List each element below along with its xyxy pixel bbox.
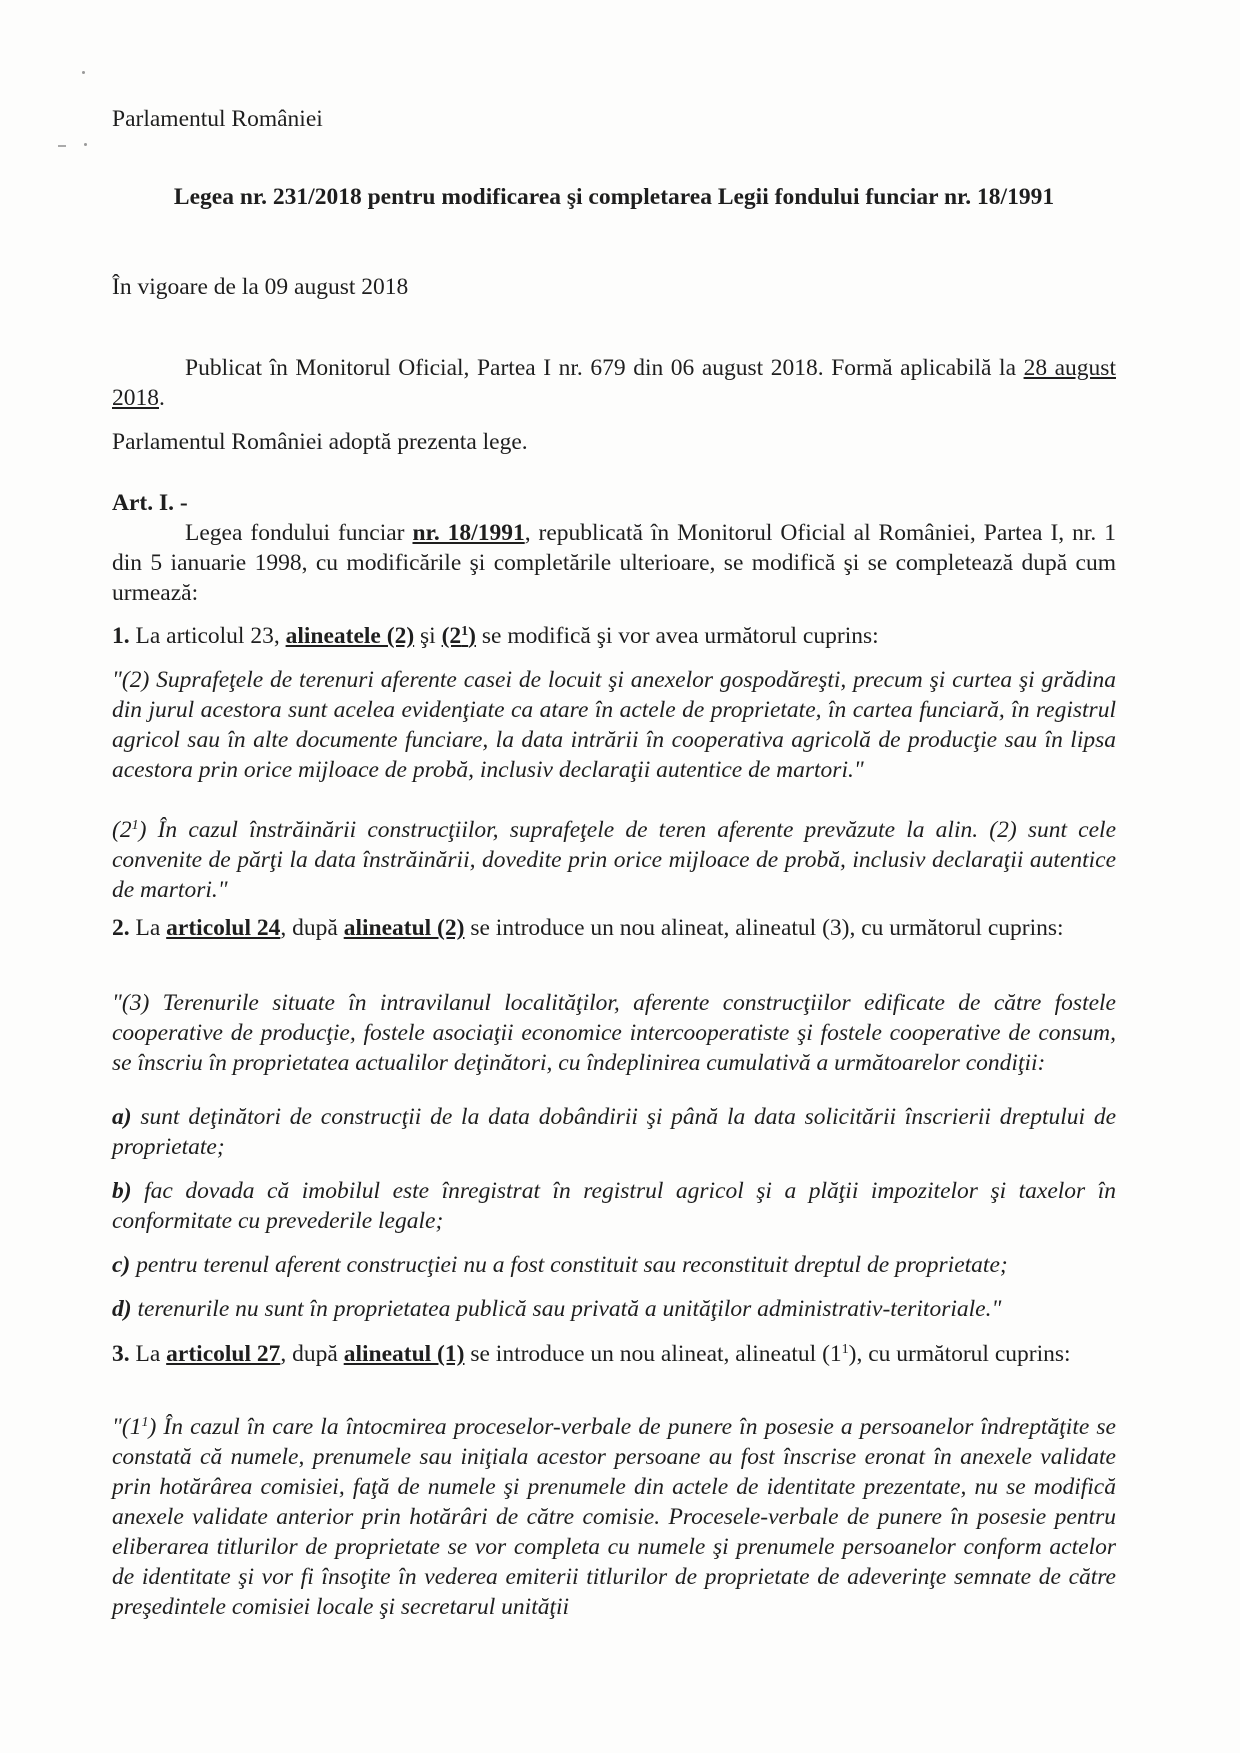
point-number: 2. (112, 915, 130, 941)
condition-text: sunt deţinători de construcţii de la data dobândirii şi până la data solicitării înscrierii dreptului de proprietate; (112, 1104, 1116, 1160)
condition-text: terenurile nu sunt în proprietatea publică sau privată a unităţilor administrativ-teritoriale." (131, 1296, 1002, 1322)
article-heading: Art. I. - (112, 490, 188, 516)
superscript: 1 (131, 818, 139, 833)
scan-speck (84, 143, 87, 146)
amendment-quote-alin-2: "(2) Suprafeţele de terenuri aferente casei de locuit şi anexelor gospodăreşti, precum şi curtea şi grădina din jurul acestora sunt acelea evidenţiate ca atare în actele de proprietate, în cartea funciară, în registrul agricol sau în alte documente funciare, la data intrării în cooperativa agricolă de producţie sau în lipsa acestora prin orice mijloace de probă, inclusiv declaraţii autentice de martori." (112, 667, 1116, 783)
condition-d (112, 1294, 1116, 1324)
scan-speck (82, 71, 85, 74)
point-1 (112, 621, 879, 651)
point-text: se introduce un nou alineat, alineatul (3), cu următorul cuprins: (464, 915, 1064, 941)
quote-text: "(1 (112, 1414, 142, 1440)
point-text: La (129, 915, 167, 941)
point-3 (112, 1339, 1116, 1369)
amendment-quote-alin-3: "(3) Terenurile situate în intravilanul localităţilor, aferente construcţiilor edificate de către fostele cooperative de producţie, fostele asociaţii economice intercooperatiste şi fostele cooperative de consum, se înscriu în proprietatea actualilor deţinători, cu îndeplinirea cumulativă a următoarelor condiţii: (112, 990, 1116, 1076)
law-title: Legea nr. 231/2018 pentru modificarea şi completarea Legii fondului funciar nr. 18/1991 (173, 184, 1055, 210)
condition-label: a) (112, 1104, 132, 1130)
point-number: 1. (112, 623, 130, 649)
condition-text: pentru terenul aferent construcţiei nu a fost constituit sau reconstituit dreptul de proprietate; (130, 1252, 1008, 1278)
article-intro-text-2: , republicată în Monitorul Oficial al României, Partea I, nr. 1 din 5 ianuarie 1998, cu modificările şi completările ulterioare, se modifică şi se completează după cum urmează: (112, 520, 1116, 606)
articolul-27-link[interactable]: articolul 27 (166, 1341, 281, 1367)
point-2 (112, 913, 1116, 943)
publication-end: . (159, 385, 165, 411)
condition-a (112, 1102, 1116, 1162)
article-intro-text: Legea fondului funciar (185, 520, 413, 546)
condition-label: c) (112, 1252, 131, 1278)
point-text: La (129, 1341, 167, 1367)
publication-note (112, 353, 1116, 413)
law-18-1991-link[interactable]: nr. 18/1991 (412, 520, 525, 546)
quote-text: ) În cazul în care la întocmirea proceselor-verbale de punere în posesie a persoanelor îndreptăţite se constată că numele, prenumele sau iniţiala acestor persoane au fost înscrise eronat în anexele validate prin hotărârea comisiei, faţă de numele şi prenumele din actele de identitate prezentate, nu se modifică anexele validate anterior prin hotărâri de către comisie. Procesele-verbale de punere în posesie pentru eliberarea titlurilor de proprietate se vor completa cu numele şi prenumele persoanelor conform actelor de identitate şi vor fi însoţite în vederea emiterii titlurilor de proprietate de adeverinţe semnate de către preşedintele comisiei locale şi secretarul unităţii (112, 1414, 1116, 1620)
alineatul-1-link[interactable]: alineatul (1) (343, 1341, 465, 1367)
quote-text: (2 (112, 817, 132, 843)
point-number: 3. (112, 1341, 130, 1367)
point-text: şi (414, 623, 442, 649)
point-text: La articolul 23, (129, 623, 286, 649)
issuer: Parlamentul României (112, 106, 323, 132)
publication-text: Publicat în Monitorul Oficial, Partea I nr. 679 din 06 august 2018. Formă aplicabilă la (185, 355, 1024, 381)
superscript: 1 (841, 1342, 849, 1357)
point-text: ), cu următorul cuprins: (848, 1341, 1071, 1367)
scan-speck (58, 145, 66, 147)
link-text: (2 (441, 623, 462, 649)
condition-label: d) (112, 1296, 132, 1322)
condition-b (112, 1176, 1116, 1236)
condition-c (112, 1250, 1116, 1280)
in-force-date: În vigoare de la 09 august 2018 (112, 274, 409, 300)
article-intro (112, 518, 1116, 608)
point-text: , după (280, 1341, 344, 1367)
superscript: 1 (461, 624, 469, 639)
amendment-quote-alin-2-1 (112, 815, 1116, 905)
alineatele-2-link[interactable]: alineatele (2) (285, 623, 415, 649)
articolul-24-link[interactable]: articolul 24 (166, 915, 281, 941)
quote-text: ) În cazul înstrăinării construcţiilor, suprafeţele de teren aferente prevăzute la alin. (2) sunt cele convenite de părţi la data înstrăinării, dovedite prin orice mijloace de probă, inclusiv declaraţii autentice de martori." (112, 817, 1116, 903)
amendment-quote-alin-1-1 (112, 1412, 1116, 1622)
alineatul-2-link[interactable]: alineatul (2) (343, 915, 465, 941)
superscript: 1 (141, 1415, 149, 1430)
point-text: se introduce un nou alineat, alineatul (1 (464, 1341, 842, 1367)
point-text: se modifică şi vor avea următorul cuprins: (476, 623, 879, 649)
adoption-statement: Parlamentul României adoptă prezenta lege. (112, 429, 528, 455)
point-text: , după (280, 915, 344, 941)
applicable-date-link[interactable]: 28 august 2018 (112, 355, 1116, 411)
condition-text: fac dovada că imobilul este înregistrat în registrul agricol şi a plăţii impozitelor şi taxelor în conformitate cu prevederile legale; (112, 1178, 1116, 1234)
link-text: ) (468, 623, 476, 649)
condition-label: b) (112, 1178, 132, 1204)
alineatul-2-1-link[interactable] (442, 623, 476, 649)
